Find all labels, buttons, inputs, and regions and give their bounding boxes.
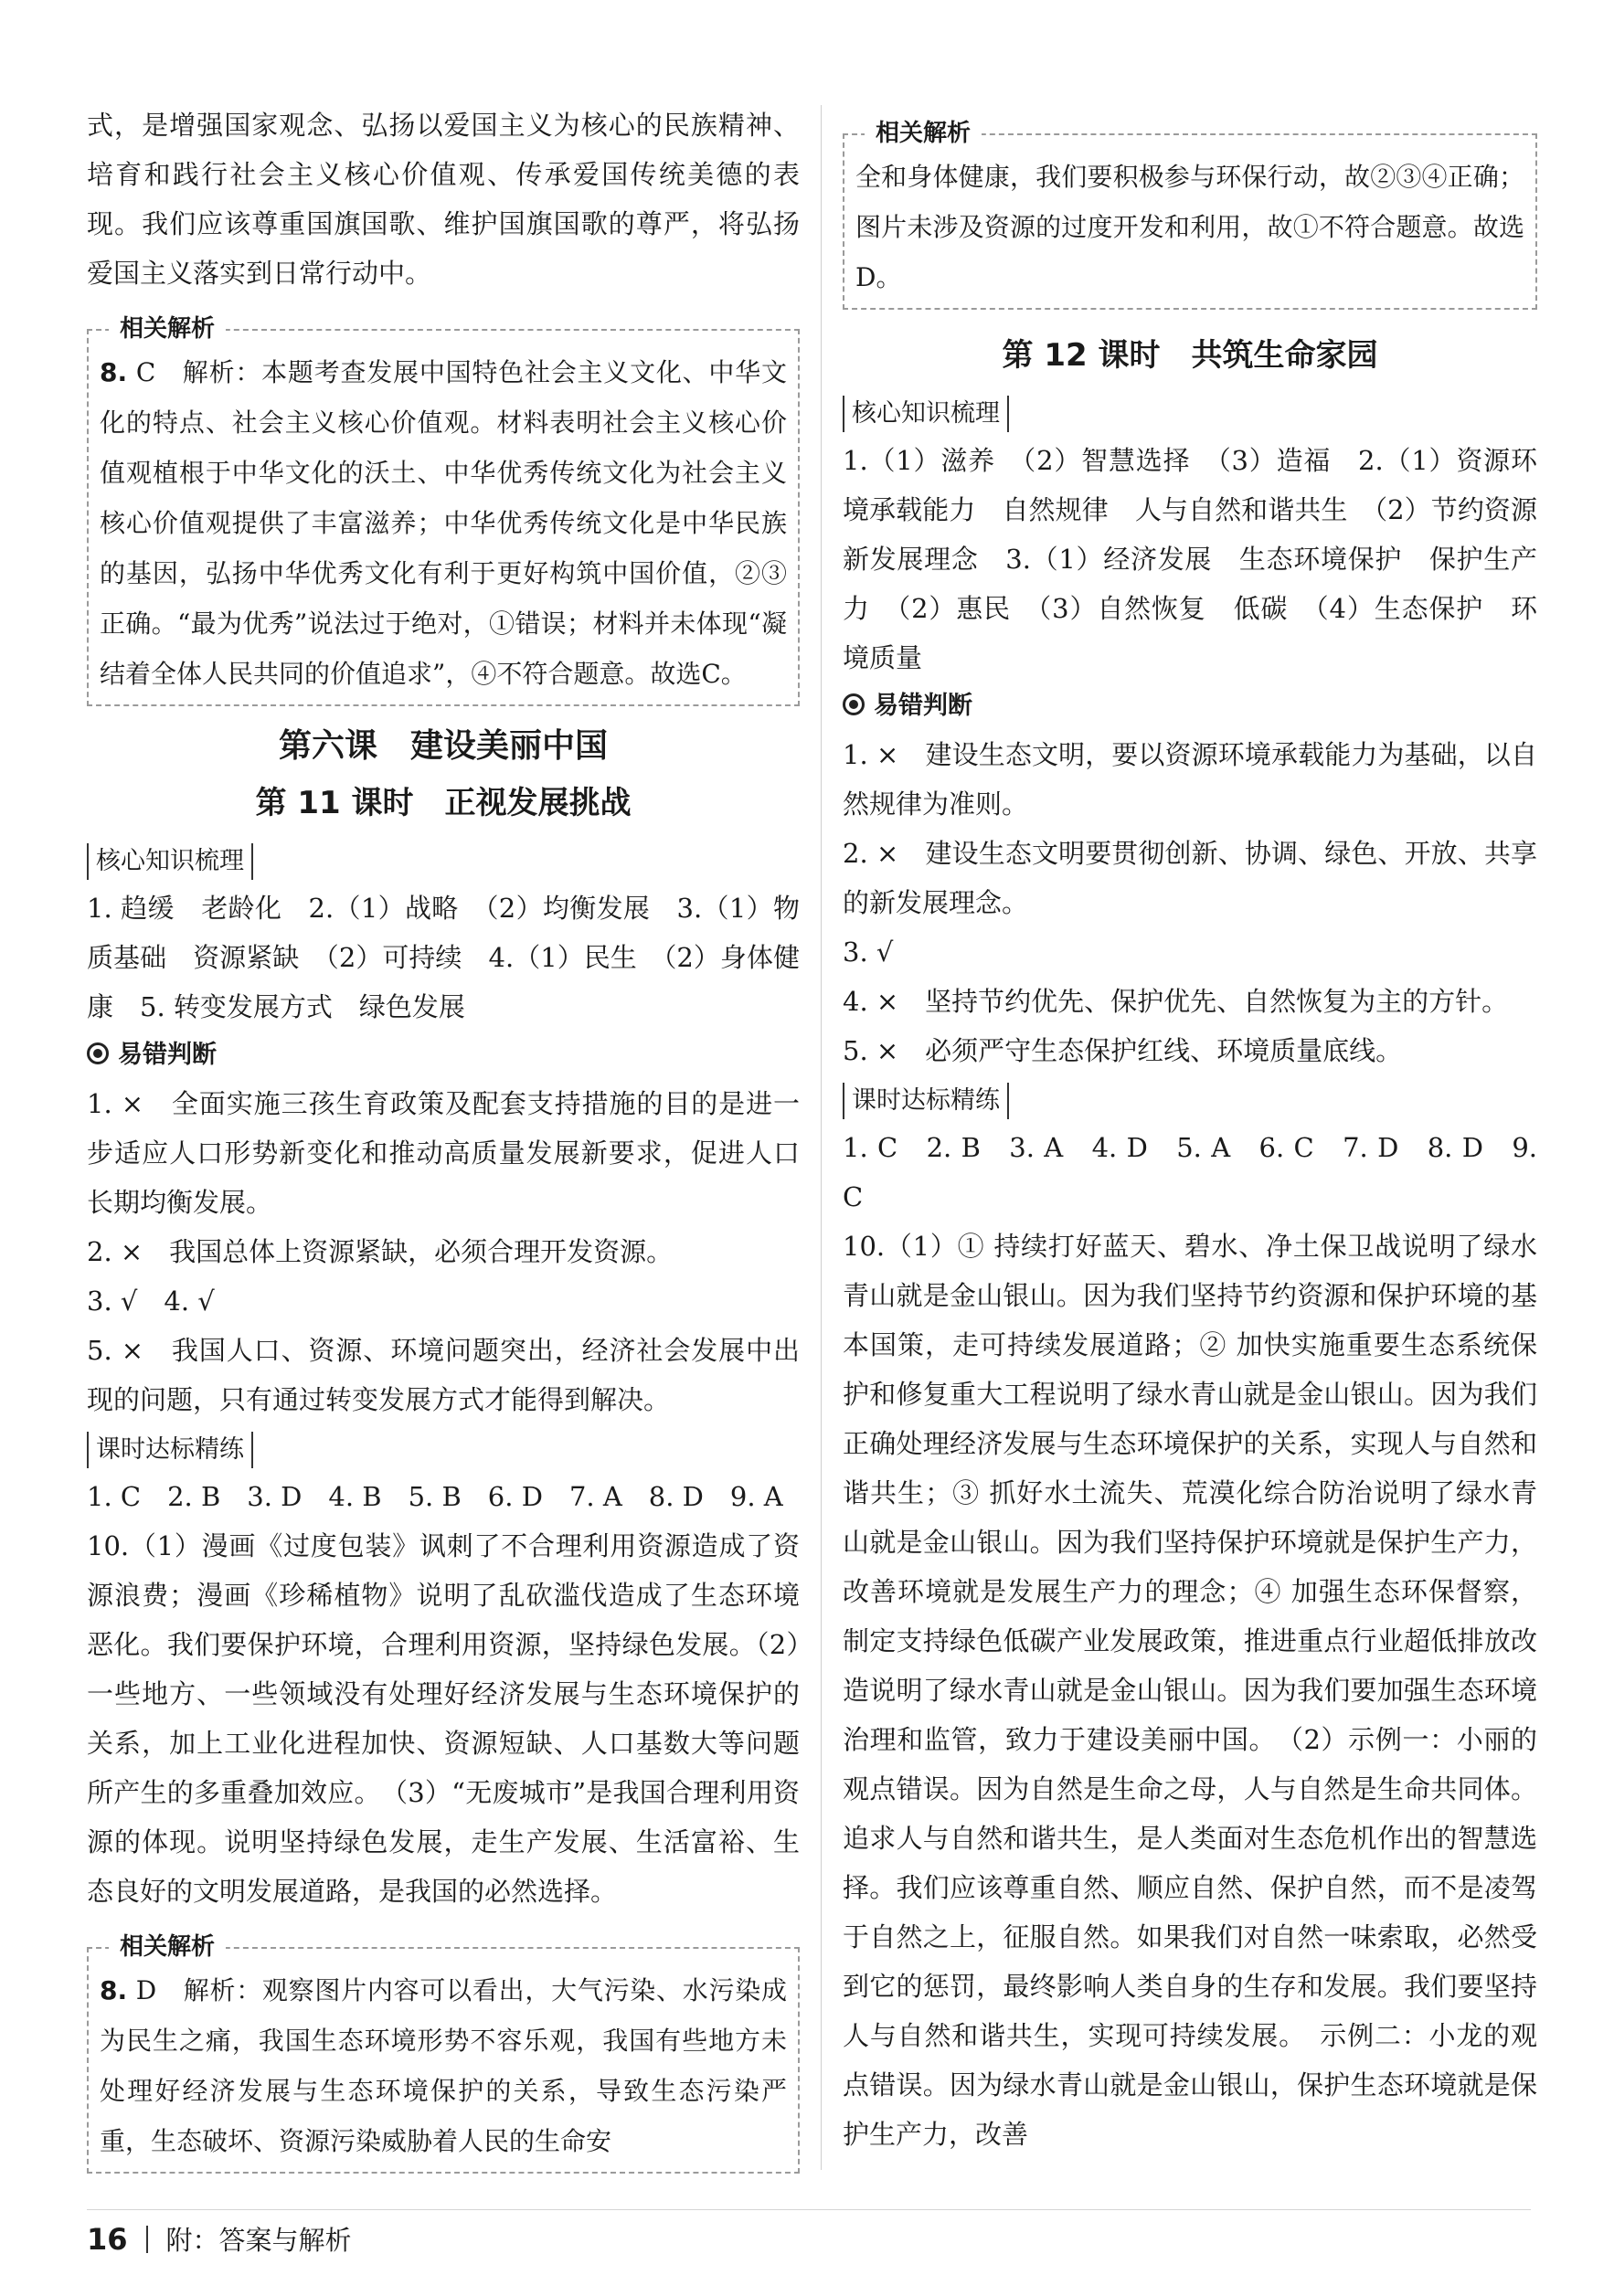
judge-item: 2. × 我国总体上资源紧缺，必须合理开发资源。 — [87, 1236, 674, 1267]
error-judgement-heading — [843, 682, 1537, 730]
judge-item: 2. × 建设生态文明要贯彻创新、协调、绿色、开放、共享的新发展理念。 — [843, 838, 1537, 918]
section-title-12: 第 12 课时 共筑生命家园 — [1002, 337, 1378, 374]
page-footer — [87, 2220, 352, 2258]
analysis-box-2 — [87, 1933, 800, 2174]
page-number: 16 — [87, 2221, 128, 2257]
analysis-text: 全和身体健康，我们要积极参与环保行动，故②③④正确；图片未涉及资源的过度开发和利用，故①不符合题意。故选D。 — [855, 162, 1524, 292]
core-knowledge-text: 1. 趋缓 老龄化 2.（1）战略 （2）均衡发展 3.（1）物质基础 资源紧缺 （2）可持续 4.（1）民生 （2）身体健康 5. 转变发展方式 绿色发展 — [87, 893, 800, 1022]
analysis-text: D 解析：观察图片内容可以看出，大气污染、水污染成为民生之痛，我国生态环境形势不容乐观，我国有些地方未处理好经济发展与生态环境保护的关系，导致生态污染严重，生态破坏、资源污染威胁着人民的生命安 — [100, 1975, 788, 2156]
column-divider — [821, 105, 822, 2170]
analysis-box-1 — [87, 315, 800, 706]
practice-answers: 1. C 2. B 3. A 4. D 5. A 6. C 7. D 8. D 9. C — [843, 1132, 1537, 1212]
judge-item: 5. × 必须严守生态保护红线、环境质量底线。 — [843, 1035, 1403, 1066]
judge-item: 5. × 我国人口、资源、环境问题突出，经济社会发展中出现的问题，只有通过转变发展方式才能得到解决。 — [87, 1335, 800, 1415]
analysis-number: 8. — [100, 357, 128, 387]
right-column — [843, 101, 1565, 2159]
footer-rule — [87, 2209, 1531, 2210]
practice-label: 课时达标精练 — [843, 1083, 1009, 1119]
error-judgement-heading — [87, 1032, 800, 1079]
judge-item: 1. × 全面实施三孩生育政策及配套支持措施的目的是进一步适应人口形势新变化和推动高质量发展新要求，促进人口长期均衡发展。 — [87, 1088, 800, 1218]
judge-item: 3. √ — [843, 936, 894, 968]
lesson-title: 第六课 建设美丽中国 — [278, 727, 608, 765]
analysis-text: C 解析：本题考查发展中国特色社会主义文化、中华文化的特点、社会主义核心价值观。材料表明社会主义核心价值观植根于中华文化的沃土、中华优秀传统文化为社会主义核心价值观提供了丰富滋养；中华优秀传统文化是中华民族的基因，弘扬中华优秀文化有利于更好构筑中国价值，②③正确。“最为优秀”说法过于绝对，①错误；材料并未体现“凝结着全体人民共同的价值追求”，④不符合题意。故选C。 — [100, 357, 787, 689]
question-10-answer: 10.（1）漫画《过度包装》讽刺了不合理利用资源造成了资源浪费；漫画《珍稀植物》说明了乱砍滥伐造成了生态环境恶化。我们要保护环境，合理利用资源，坚持绿色发展。（2）一些地方、一些领域没有处理好经济发展与生态环境保护的关系，加上工业化进程加快、资源短缺、人口基数大等问题所产生的多重叠加效应。 （3）“无废城市”是我国合理利用资源的体现。说明坚持绿色发展，走生产发展、生活富裕、生态良好的文明发展道路，是我国的必然选择。 — [87, 1530, 800, 1907]
core-knowledge-label: 核心知识梳理 — [843, 396, 1009, 432]
footer-title: 附：答案与解析 — [165, 2225, 352, 2256]
judge-item: 1. × 建设生态文明，要以资源环境承载能力为基础，以自然规律为准则。 — [843, 739, 1537, 820]
analysis-box-title: 相关解析 — [865, 118, 982, 149]
error-judgement-label: 易错判断 — [118, 1041, 217, 1069]
analysis-number: 8. — [100, 1975, 128, 2005]
judge-item: 3. √ 4. √ — [87, 1286, 215, 1317]
analysis-box-3 — [843, 120, 1537, 310]
core-knowledge-label: 核心知识梳理 — [87, 843, 253, 880]
practice-answers: 1. C 2. B 3. D 4. B 5. B 6. D 7. A 8. D 9. A — [87, 1481, 783, 1512]
analysis-box-title: 相关解析 — [109, 313, 226, 344]
question-10-answer: 10.（1）① 持续打好蓝天、碧水、净土保卫战说明了绿水青山就是金山银山。因为我们坚持节约资源和保护环境的基本国策，走可持续发展道路；② 加快实施重要生态系统保护和修复重大工程说明了绿水青山就是金山银山。因为我们正确处理经济发展与生态环境保护的关系，实现人与自然和谐共生；③ 抓好水土流失、荒漠化综合防治说明了绿水青山就是金山银山。因为我们坚持保护环境就是保护生产力，改善环境就是发展生产力的理念；④ 加强生态环保督察，制定支持绿色低碳产业发展政策，推进重点行业超低排放改造说明了绿水青山就是金山银山。因为我们要加强生态环境治理和监管，致力于建设美丽中国。 （2）示例一：小丽的观点错误。因为自然是生命之母，人与自然是生命共同体。追求人与自然和谐共生，是人类面对生态危机作出的智慧选择。我们应该尊重自然、顺应自然、保护自然，而不是凌驾于自然之上，征服自然。如果我们对自然一味索取，必然受到它的惩罚，最终影响人类自身的生存和发展。我们要坚持人与自然和谐共生，实现可持续发展。 示例二：小龙的观点错误。因为绿水青山就是金山银山，保护生态环境就是保护生产力，改善 — [843, 1231, 1537, 2150]
footer-separator — [146, 2226, 148, 2253]
left-column — [87, 101, 800, 2174]
target-icon — [843, 693, 865, 715]
analysis-box-title: 相关解析 — [109, 1931, 226, 1963]
section-title-11: 第 11 课时 正视发展挑战 — [255, 785, 632, 821]
judge-item: 4. × 坚持节约优先、保护优先、自然恢复为主的方针。 — [843, 986, 1509, 1017]
practice-label: 课时达标精练 — [87, 1432, 253, 1468]
target-icon — [87, 1042, 109, 1064]
error-judgement-label: 易错判断 — [874, 692, 972, 720]
core-knowledge-text: 1.（1）滋养 （2）智慧选择 （3）造福 2.（1）资源环境承载能力 自然规律 人与自然和谐共生 （2）节约资源 新发展理念 3.（1）经济发展 生态环境保护 保护生产力 （2）惠民 （3）自然恢复 低碳 （4）生态保护 环境质量 — [843, 445, 1565, 673]
intro-paragraph: 式，是增强国家观念、弘扬以爱国主义为核心的民族精神、培育和践行社会主义核心价值观、传承爱国传统美德的表现。我们应该尊重国旗国歌、维护国旗国歌的尊严，将弘扬爱国主义落实到日常行动中。 — [87, 110, 800, 289]
